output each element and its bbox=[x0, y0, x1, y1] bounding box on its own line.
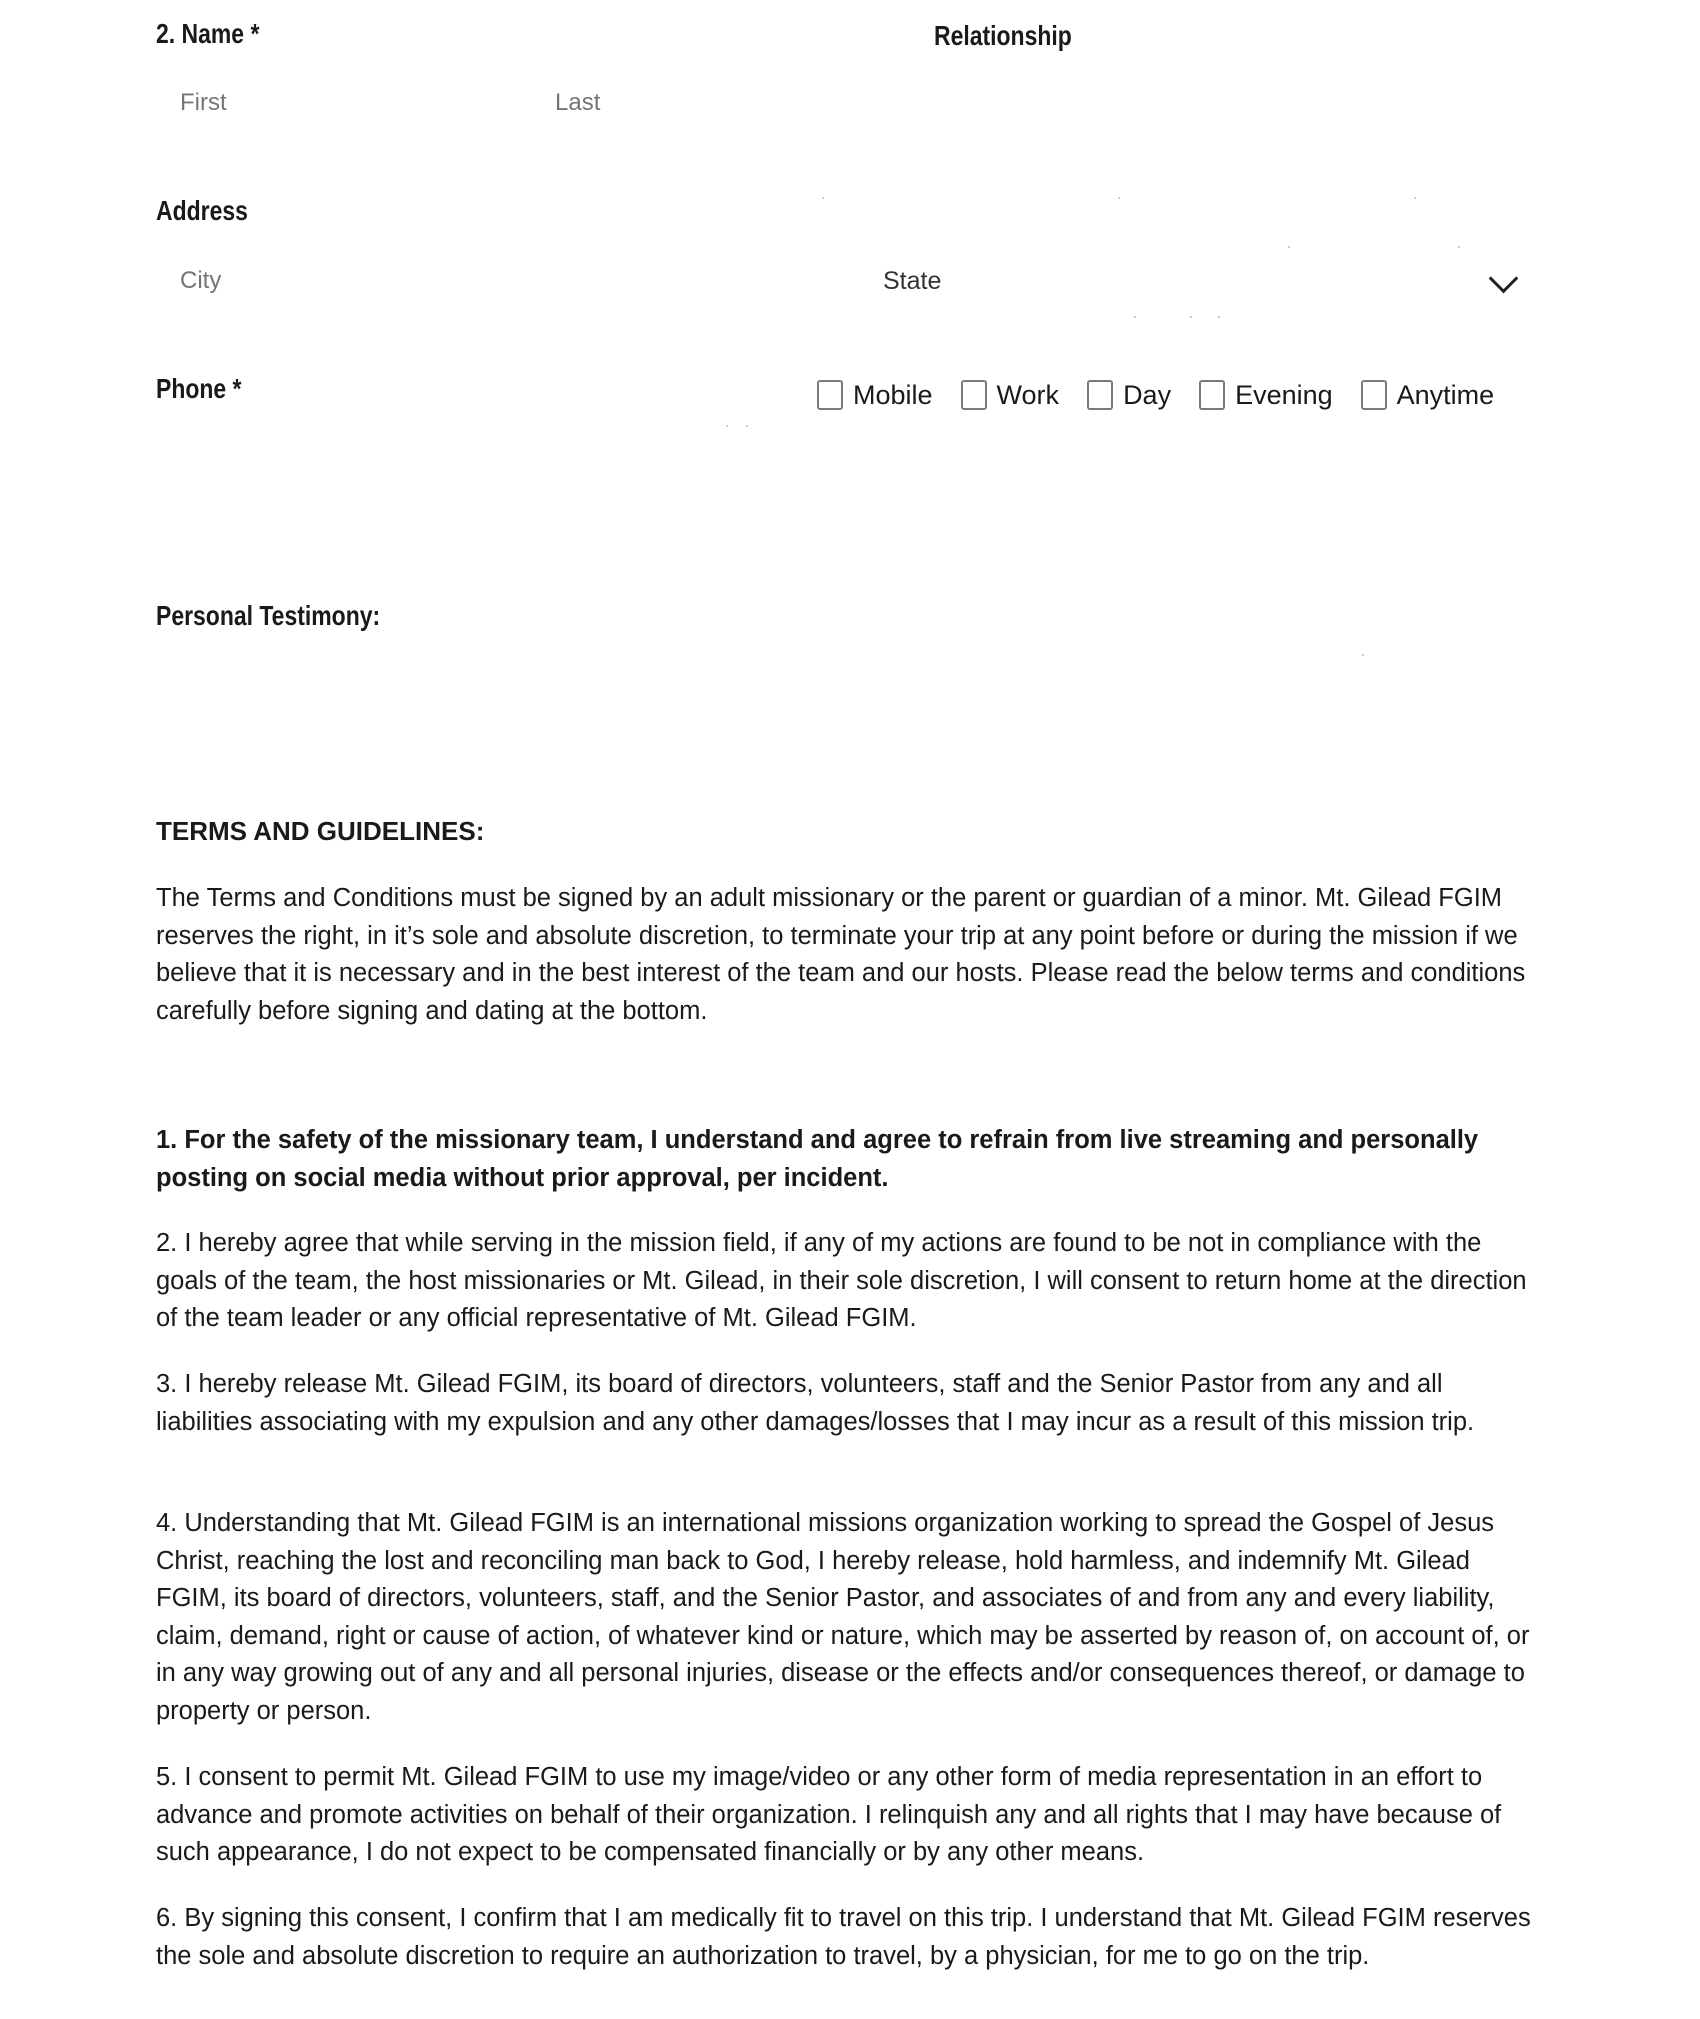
last-name-input[interactable] bbox=[553, 84, 897, 122]
term-item-3: 3. I hereby release Mt. Gilead FGIM, its board of directors, volunteers, staff and the Senior Pastor from any and all liabilities associating with my expulsion and any other damages/losses that I may incur as a result of this mission trip. bbox=[156, 1370, 1475, 1436]
scan-speck bbox=[726, 425, 728, 427]
address-label: Address bbox=[156, 195, 248, 226]
terms-intro: The Terms and Conditions must be signed by an adult missionary or the parent or guardian of a minor. Mt. Gilead FGIM reserves the right, in it’s sole and absolute discretion, to terminate your trip at any point before or during the mission if we believe that it is necessary and in the best interest of the team and our hosts. Please read the below terms and conditions carefully before signing and dating at the bottom. bbox=[156, 884, 1526, 1025]
term-item-1: 1. For the safety of the missionary team, I understand and agree to refrain from live streaming and personally posting on social media without prior approval, per incident. bbox=[156, 1126, 1479, 1192]
checkbox-work[interactable] bbox=[961, 380, 1060, 411]
checkbox-label: Anytime bbox=[1396, 379, 1495, 410]
checkbox-box[interactable] bbox=[1199, 380, 1225, 410]
checkbox-label: Work bbox=[996, 379, 1060, 410]
scan-speck bbox=[1362, 654, 1364, 656]
checkbox-box[interactable] bbox=[1087, 380, 1113, 410]
scan-speck bbox=[746, 425, 748, 427]
checkbox-box[interactable] bbox=[961, 380, 987, 410]
term-item-6: 6. By signing this consent, I confirm that I am medically fit to travel on this trip. I understand that Mt. Gilead FGIM reserves the sole and absolute discretion to require an authorization to travel, by a physician, for me to go on the trip. bbox=[156, 1904, 1531, 1970]
scan-speck bbox=[822, 197, 824, 199]
scan-speck bbox=[1134, 316, 1136, 318]
state-select-label: State bbox=[883, 267, 942, 295]
checkbox-evening[interactable] bbox=[1199, 380, 1333, 411]
personal-testimony-label: Personal Testimony: bbox=[156, 600, 381, 631]
checkbox-box[interactable] bbox=[1361, 380, 1387, 410]
scan-speck bbox=[1118, 197, 1120, 199]
checkbox-anytime[interactable] bbox=[1361, 380, 1495, 411]
relationship-input[interactable] bbox=[934, 84, 1538, 122]
phone-time-options bbox=[817, 375, 1494, 415]
name-label: 2. Name * bbox=[156, 18, 260, 49]
checkbox-label: Day bbox=[1123, 379, 1172, 410]
checkbox-box[interactable] bbox=[817, 380, 843, 410]
phone-label: Phone * bbox=[156, 373, 242, 404]
relationship-label: Relationship bbox=[934, 20, 1072, 51]
chevron-down-icon bbox=[1489, 264, 1519, 294]
city-input[interactable] bbox=[178, 262, 822, 300]
checkbox-label: Evening bbox=[1235, 379, 1333, 410]
scan-speck bbox=[1218, 316, 1220, 318]
scan-speck bbox=[1190, 316, 1192, 318]
terms-heading: TERMS AND GUIDELINES: bbox=[156, 816, 485, 846]
state-select[interactable] bbox=[876, 258, 1536, 306]
scan-speck bbox=[1414, 197, 1416, 199]
term-item-5: 5. I consent to permit Mt. Gilead FGIM to use my image/video or any other form of media representation in an effort to advance and promote activities on behalf of their organization. I relinquish any and all rights that I may have because of such appearance, I do not expect to be compensated financially or by any other means. bbox=[156, 1763, 1502, 1866]
checkbox-label: Mobile bbox=[853, 379, 933, 410]
first-name-input[interactable] bbox=[178, 84, 522, 122]
scan-speck bbox=[1458, 246, 1460, 248]
personal-testimony-textarea[interactable] bbox=[156, 645, 1540, 799]
checkbox-mobile[interactable] bbox=[817, 380, 933, 411]
checkbox-day[interactable] bbox=[1087, 380, 1171, 411]
phone-input[interactable] bbox=[178, 378, 742, 416]
scan-speck bbox=[1288, 246, 1290, 248]
term-item-2: 2. I hereby agree that while serving in the mission field, if any of my actions are found to be not in compliance with the goals of the team, the host missionaries or Mt. Gilead, in their sole discretion, I will consent to return home at the direction of the team leader or any official representative of Mt. Gilead FGIM. bbox=[156, 1229, 1527, 1332]
term-item-4: 4. Understanding that Mt. Gilead FGIM is an international missions organization working to spread the Gospel of Jesus Christ, reaching the lost and reconciling man back to God, I hereby release, hold harmless, and indemnify Mt. Gilead FGIM, its board of directors, volunteers, staff, and the Senior Pastor, and associates of and from any and every liability, claim, demand, right or cause of action, of whatever kind or nature, which may be asserted by reason of, on account of, or in any way growing out of any and all personal injuries, disease or the effects and/or consequences thereof, or damage to property or person. bbox=[156, 1509, 1530, 1725]
